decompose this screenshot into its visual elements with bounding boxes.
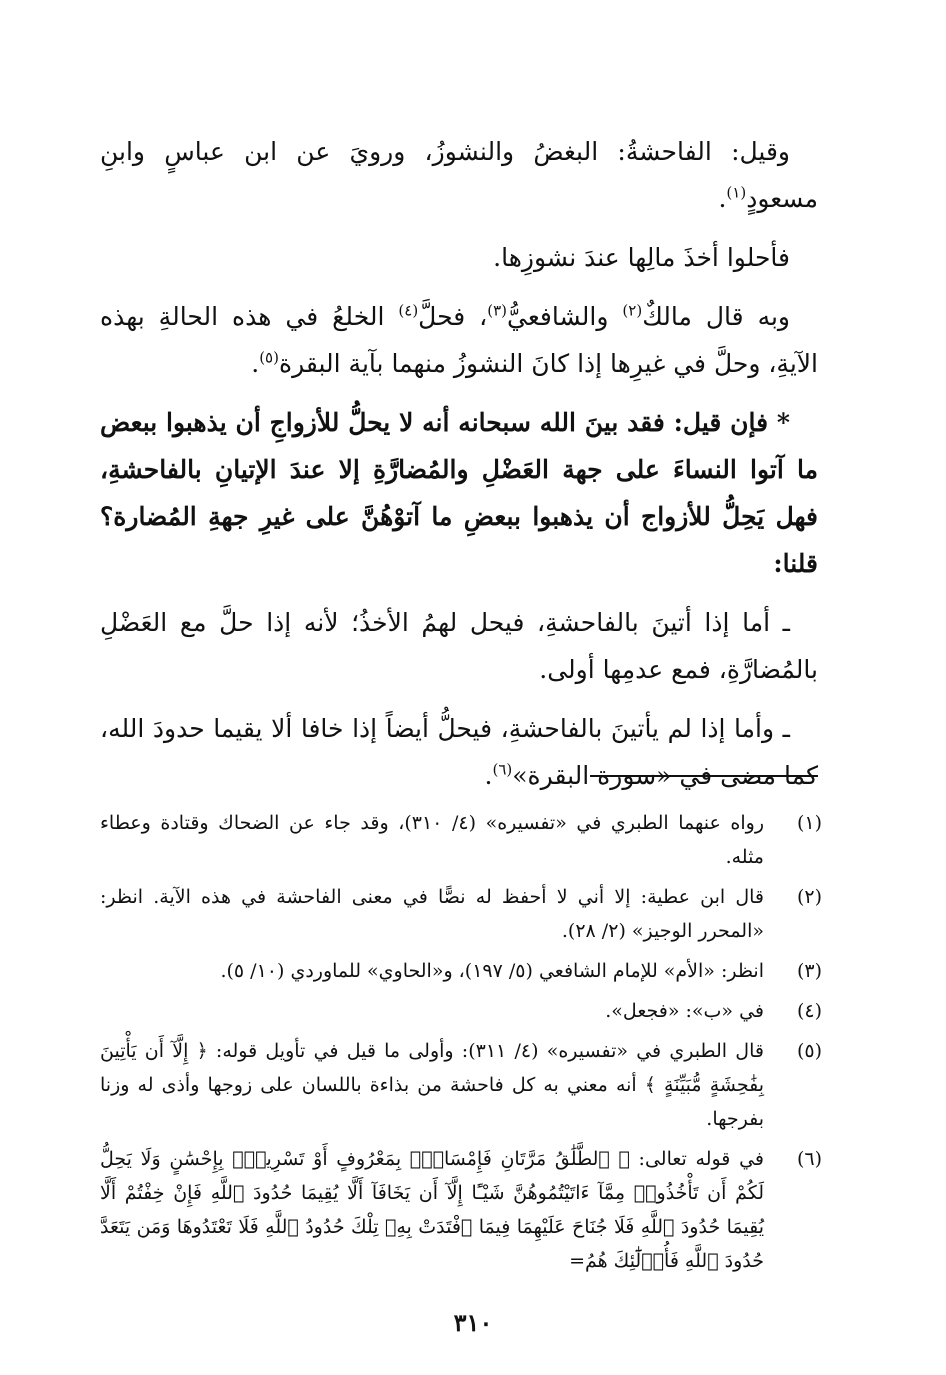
body-paragraph xyxy=(100,234,818,281)
footnote-text: قال الطبري في «تفسيره» (٤/ ٣١١): وأولى ما قيل في تأويل قوله: ﴿ إِلَّآ أَن يَأْتِينَ بِفَٰحِشَةٍ مُّبَيِّنَةٍ ﴾ أنه معني به كل فاحشة من بذاءة باللسان على زوجها وأذى له وزنا بفرجها. xyxy=(100,1040,764,1130)
body-paragraph xyxy=(100,399,818,587)
page-number: ٣١٠ xyxy=(453,1308,493,1337)
body-paragraph xyxy=(100,705,818,799)
footnote-number: (٦) xyxy=(796,1148,822,1170)
footnote xyxy=(100,1142,822,1278)
footnote-ref: (٥) xyxy=(259,348,279,367)
footnote-ref: (٦) xyxy=(492,760,513,779)
footnotes xyxy=(100,806,822,1284)
footnote-text: قال ابن عطية: إلا أني لا أحفظ له نصًّا في معنى الفاحشة في هذه الآية. انظر: «المحرر الوجيز» (٢/ ٢٨). xyxy=(100,886,764,942)
footnote xyxy=(100,994,822,1028)
footnote-number: (٢) xyxy=(796,886,822,908)
footnote-ref: (١) xyxy=(726,183,747,202)
paragraph-text: وقيل: الفاحشةُ: البغضُ والنشوزُ، ورويَ عن ابن عباسٍ وابنِ مسعودٍ xyxy=(100,137,818,213)
footnote-text: في «ب»: «فجعل». xyxy=(605,1000,764,1022)
body-paragraph xyxy=(100,599,818,693)
footnote-number: (٥) xyxy=(796,1040,822,1062)
footnote-ref: (٣) xyxy=(487,301,508,320)
footnote-number: (٣) xyxy=(796,960,822,982)
paragraph-text: . xyxy=(718,184,727,213)
paragraph-text: فأحلوا أخذَ مالِها عندَ نشوزِها. xyxy=(493,243,790,272)
paragraph-text: والشافعيُّ xyxy=(507,302,623,331)
footnote xyxy=(100,880,822,948)
footnote-number: (٤) xyxy=(796,1000,822,1022)
footnote xyxy=(100,806,822,874)
footnote xyxy=(100,1034,822,1136)
paragraph-text: . xyxy=(484,761,493,790)
footnote-text: انظر: «الأم» للإمام الشافعي (٥/ ١٩٧)، و«الحاوي» للماوردي (١٠/ ٥). xyxy=(220,960,764,982)
body-paragraph xyxy=(100,293,818,387)
footnote-ref: (٤) xyxy=(398,301,419,320)
paragraph-text: ـ وأما إذا لم يأتينَ بالفاحشةِ، فيحلُّ أيضاً إذا خافا ألا يقيما حدودَ الله، كما مضى في «سورة البقرة» xyxy=(100,714,818,790)
paragraph-text: * فإن قيل: فقد بينَ الله سبحانه أنه لا يحلُّ للأزواجِ أن يذهبوا ببعض ما آتوا النساءَ على جهة العَضْلِ والمُضارَّةِ إلا عندَ الإتيانِ بالفاحشةِ، فهل يَحِلُّ للأزواج أن يذهبوا ببعضِ ما آتوْهُنَّ على غيرِ جهةِ المُضارة؟ قلنا: xyxy=(100,408,818,578)
paragraph-text: الخلعُ في هذه الحالةِ بهذه الآيةِ، وحلَّ في غيرِها إذا كانَ النشوزُ منهما بآية البقرة xyxy=(100,302,818,378)
main-text xyxy=(100,128,818,811)
footnote-number: (١) xyxy=(796,812,822,834)
footnote-ref: (٢) xyxy=(622,301,643,320)
footnote xyxy=(100,954,822,988)
footnote-text: في قوله تعالى: ﴿ ٱلطَّلَٰقُ مَرَّتَانِ فَإِمْسَاكٌۢ بِمَعْرُوفٍ أَوْ تَسْرِيحٌۢ بِإِحْسَٰنٍ وَلَا يَحِلُّ لَكُمْ أَن تَأْخُذُوا۟ مِمَّآ ءَاتَيْتُمُوهُنَّ شَيْـًٔا إِلَّآ أَن يَخَافَآ أَلَّا يُقِيمَا حُدُودَ ٱللَّهِ فَإِنْ خِفْتُمْ أَلَّا يُقِيمَا حُدُودَ ٱللَّهِ فَلَا جُنَاحَ عَلَيْهِمَا فِيمَا ٱفْتَدَتْ بِهِۦ تِلْكَ حُدُودُ ٱللَّهِ فَلَا تَعْتَدُوهَا وَمَن يَتَعَدَّ حُدُودَ ٱللَّهِ فَأُو۟لَٰٓئِكَ هُمُ= xyxy=(100,1148,764,1272)
footnote-text: رواه عنهما الطبري في «تفسيره» (٤/ ٣١٠)، وقد جاء عن الضحاك وقتادة وعطاء مثله. xyxy=(100,812,764,868)
footnote-separator xyxy=(590,775,818,777)
body-paragraph xyxy=(100,128,818,222)
paragraph-text: ـ أما إذا أتينَ بالفاحشةِ، فيحل لهمُ الأخذُ؛ لأنه إذا حلَّ مع العَضْلِ بالمُضارَّةِ، فمع عدمِها أولى. xyxy=(100,608,818,684)
paragraph-text: ، فحلَّ xyxy=(418,302,488,331)
paragraph-text: . xyxy=(251,349,260,378)
paragraph-text: وبه قال مالكٌ xyxy=(642,302,791,331)
